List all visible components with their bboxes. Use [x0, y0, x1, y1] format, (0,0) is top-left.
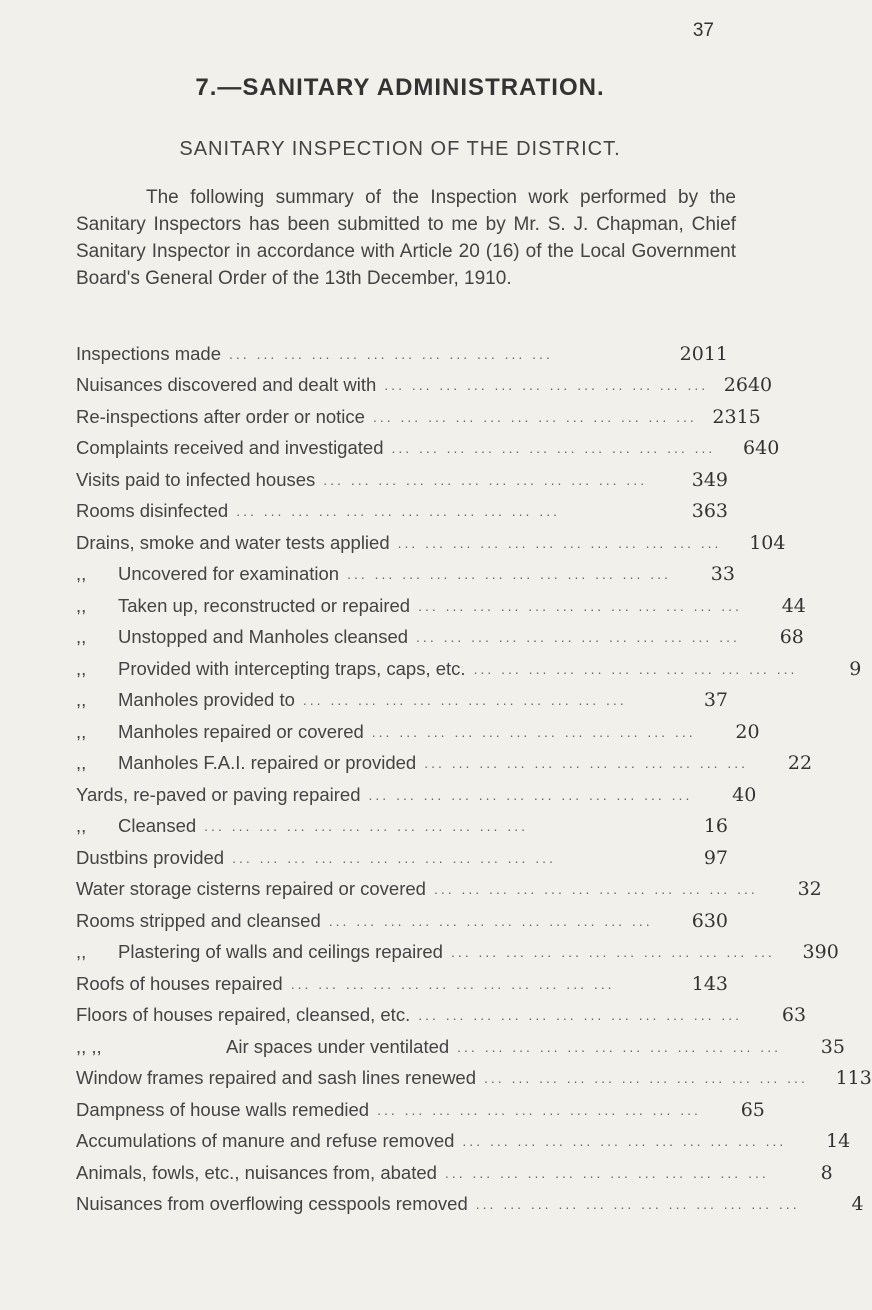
- list-item: [76, 1094, 765, 1126]
- dot-leader: ... ... ... ... ... ... ... ... ... ... ... ...: [236, 503, 561, 520]
- item-value: 2315: [712, 405, 761, 428]
- item-label: Manholes repaired or covered: [118, 720, 364, 742]
- item-label: Cleansed: [118, 815, 197, 837]
- item-label: Provided with intercepting traps, caps, etc.: [118, 657, 466, 679]
- list-item: [76, 1126, 851, 1158]
- list-item: [76, 1157, 833, 1189]
- dot-leader: ... ... ... ... ... ... ... ... ... ... ... ...: [457, 1038, 781, 1055]
- list-item: [76, 559, 735, 591]
- dot-leader: ... ... ... ... ... ... ... ... ... ... ... ...: [232, 849, 556, 866]
- item-label: Nuisances discovered and dealt with: [76, 374, 377, 396]
- dot-leader: ... ... ... ... ... ... ... ... ... ... ... ...: [290, 975, 615, 992]
- item-value: 97: [703, 846, 728, 869]
- item-value: 349: [691, 468, 728, 491]
- item-label: Inspections made: [76, 342, 222, 364]
- item-label: Dampness of house walls remedied: [76, 1098, 370, 1120]
- item-value: 390: [802, 941, 839, 964]
- section-subtitle: SANITARY INSPECTION OF THE DISTRICT.: [179, 138, 621, 160]
- dot-leader: ... ... ... ... ... ... ... ... ... ... ... ...: [391, 440, 716, 457]
- list-item: [76, 496, 728, 528]
- item-label: Accumulations of manure and refuse removed: [76, 1130, 455, 1152]
- item-label: Window frames repaired and sash lines renewed: [76, 1067, 477, 1089]
- item-label: Animals, fowls, etc., nuisances from, abated: [76, 1161, 437, 1183]
- item-label: Floors of houses repaired, cleansed, etc.: [76, 1004, 411, 1026]
- list-item: [76, 590, 806, 622]
- dot-leader: ... ... ... ... ... ... ... ... ... ... ... ...: [450, 944, 775, 961]
- item-value: 16: [703, 815, 728, 838]
- list-item: [76, 937, 839, 969]
- item-value: 68: [779, 626, 804, 649]
- item-label: Roofs of houses repaired: [76, 972, 283, 994]
- item-value: 143: [691, 972, 728, 995]
- dot-leader: ... ... ... ... ... ... ... ... ... ... ... ...: [302, 692, 627, 709]
- item-label: Uncovered for examination: [118, 563, 340, 585]
- list-item: [76, 1063, 872, 1095]
- item-label: Manholes F.A.I. repaired or provided: [118, 752, 417, 774]
- list-item: [76, 464, 728, 496]
- item-value: 65: [740, 1098, 765, 1121]
- list-item: [76, 685, 728, 717]
- dot-leader: ... ... ... ... ... ... ... ... ... ... ... ...: [229, 345, 553, 362]
- ditto-mark: ,,: [76, 941, 87, 963]
- item-value: 20: [735, 720, 760, 743]
- list-item: [76, 622, 804, 654]
- item-label: Rooms stripped and cleansed: [76, 909, 321, 931]
- dot-leader: ... ... ... ... ... ... ... ... ... ... ... ...: [397, 534, 722, 551]
- dot-leader: ... ... ... ... ... ... ... ... ... ... ... ...: [416, 629, 740, 646]
- list-item: [76, 968, 728, 1000]
- dot-leader: ... ... ... ... ... ... ... ... ... ... ... ...: [418, 1007, 743, 1024]
- item-label: Manholes provided to: [118, 689, 295, 711]
- dot-leader: ... ... ... ... ... ... ... ... ... ... ... ...: [371, 723, 696, 740]
- list-item: [76, 338, 728, 370]
- item-label: Plastering of walls and ceilings repaired: [118, 941, 443, 963]
- dot-leader: ... ... ... ... ... ... ... ... ... ... ... ...: [444, 1164, 769, 1181]
- page-number: 37: [692, 20, 714, 41]
- ditto-mark: ,,: [76, 594, 87, 616]
- dot-leader: ... ... ... ... ... ... ... ... ... ... ... ...: [347, 566, 671, 583]
- list-item: [76, 1031, 845, 1063]
- item-value: 37: [703, 689, 728, 712]
- list-item: [76, 370, 773, 402]
- item-value: 32: [797, 878, 822, 901]
- ditto-mark: ,,: [76, 563, 87, 585]
- item-value: 104: [749, 531, 786, 554]
- section-title: 7.—SANITARY ADMINISTRATION.: [195, 74, 605, 101]
- item-label: Yards, re-paved or paving repaired: [76, 783, 361, 805]
- list-item: [76, 811, 728, 843]
- inspection-summary-list: [76, 338, 872, 1220]
- item-value: 44: [781, 594, 806, 617]
- item-label: Taken up, reconstructed or repaired: [118, 594, 411, 616]
- list-item: [76, 874, 822, 906]
- dot-leader: ... ... ... ... ... ... ... ... ... ... ... ...: [473, 660, 798, 677]
- dot-leader: ... ... ... ... ... ... ... ... ... ... ... ...: [328, 912, 653, 929]
- item-label: Water storage cisterns repaired or covered: [76, 878, 426, 900]
- list-item: [76, 653, 862, 685]
- list-item: [76, 905, 728, 937]
- list-item: [76, 527, 786, 559]
- item-value: 4: [851, 1193, 864, 1216]
- dot-leader: ... ... ... ... ... ... ... ... ... ... ... ...: [323, 471, 648, 488]
- item-label: Complaints received and investigated: [76, 437, 384, 459]
- dot-leader: ... ... ... ... ... ... ... ... ... ... ... ...: [484, 1070, 808, 1087]
- item-value: 640: [743, 437, 780, 460]
- dot-leader: ... ... ... ... ... ... ... ... ... ... ... ...: [462, 1133, 787, 1150]
- item-value: 363: [691, 500, 728, 523]
- ditto-mark: ,,: [76, 689, 87, 711]
- list-item: [76, 779, 757, 811]
- item-value: 2011: [679, 342, 728, 365]
- item-value: 63: [781, 1004, 807, 1027]
- item-value: 22: [787, 752, 813, 775]
- item-label: Rooms disinfected: [76, 500, 229, 522]
- item-label: Unstopped and Manholes cleansed: [118, 626, 409, 648]
- item-value: 630: [691, 909, 728, 932]
- item-value: 113: [835, 1067, 872, 1090]
- dot-leader: ... ... ... ... ... ... ... ... ... ... ... ...: [418, 597, 742, 614]
- list-item: [76, 433, 780, 465]
- dot-leader: ... ... ... ... ... ... ... ... ... ... ... ...: [475, 1196, 800, 1213]
- dot-leader: ... ... ... ... ... ... ... ... ... ... ... ...: [377, 1101, 701, 1118]
- list-item: [76, 401, 761, 433]
- item-value: 33: [710, 563, 735, 586]
- item-value: 2640: [723, 374, 773, 397]
- ditto-mark: ,,: [76, 626, 87, 648]
- item-label: Dustbins provided: [76, 846, 225, 868]
- dot-leader: ... ... ... ... ... ... ... ... ... ... ... ...: [384, 377, 709, 394]
- ditto-mark: ,,: [76, 657, 87, 679]
- ditto-mark: ,,: [76, 815, 87, 837]
- dot-leader: ... ... ... ... ... ... ... ... ... ... ... ...: [424, 755, 749, 772]
- ditto-mark: ,, ,,: [76, 1035, 102, 1057]
- item-label: Air spaces under ventilated: [226, 1035, 450, 1057]
- dot-leader: ... ... ... ... ... ... ... ... ... ... ... ...: [204, 818, 528, 835]
- item-value: 40: [732, 783, 757, 806]
- item-label: Visits paid to infected houses: [76, 468, 316, 490]
- item-value: 9: [849, 657, 862, 680]
- item-label: Nuisances from overflowing cesspools removed: [76, 1193, 468, 1215]
- item-value: 35: [820, 1035, 845, 1058]
- item-value: 8: [820, 1161, 833, 1184]
- ditto-mark: ,,: [76, 720, 87, 742]
- item-value: 14: [826, 1130, 851, 1153]
- item-label: Drains, smoke and water tests applied: [76, 531, 390, 553]
- list-item: [76, 842, 728, 874]
- dot-leader: ... ... ... ... ... ... ... ... ... ... ... ...: [433, 881, 758, 898]
- list-item: [76, 1000, 807, 1032]
- ditto-mark: ,,: [76, 752, 87, 774]
- item-label: Re-inspections after order or notice: [76, 405, 365, 427]
- list-item: [76, 716, 760, 748]
- list-item: [76, 1189, 864, 1221]
- intro-paragraph: The following summary of the Inspection work performed by the Sanitary Inspectors has been submitted to me by Mr. S. J. Chapman, Chief Sanitary Inspector in accordance with Article 20 (16) of the Local Government Board's General Order of the 13th December, 1910.: [76, 187, 736, 289]
- list-item: [76, 748, 813, 780]
- dot-leader: ... ... ... ... ... ... ... ... ... ... ... ...: [368, 786, 693, 803]
- dot-leader: ... ... ... ... ... ... ... ... ... ... ... ...: [372, 408, 697, 425]
